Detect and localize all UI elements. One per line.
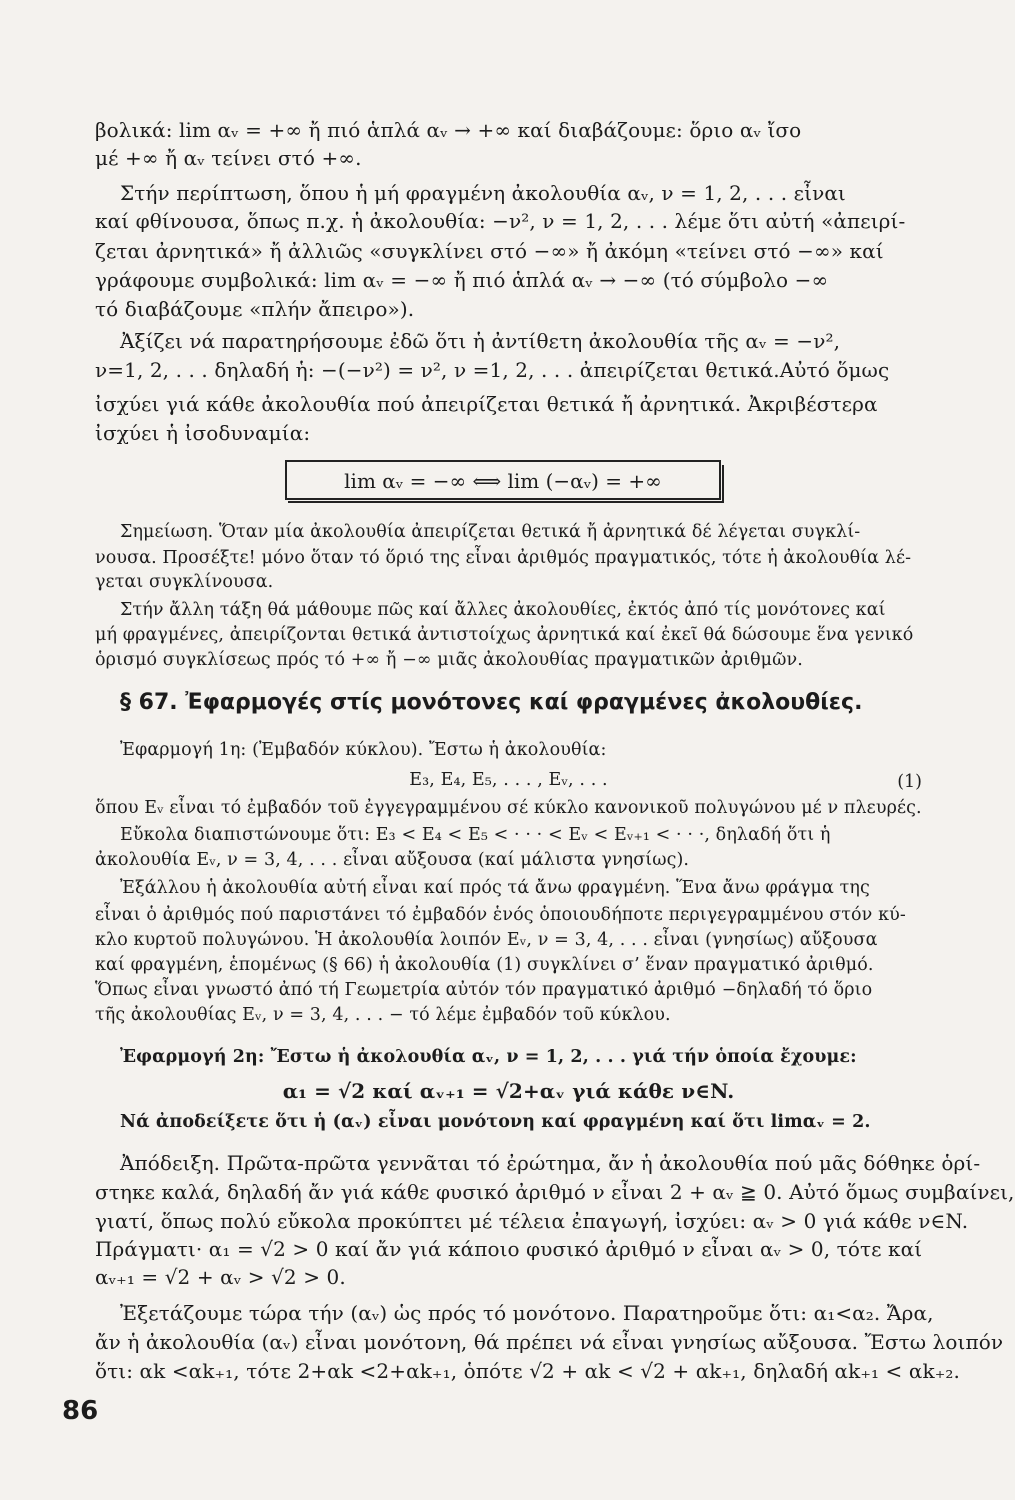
equation-number: (1) [897,772,922,792]
text-line: ἰσχύει γιά κάθε ἀκολουθία πού ἀπειρίζεται θετικά ἤ ἀρνητικά. Ἀκριβέστερα [95,392,878,416]
equivalence-formula: lim αᵥ = −∞ ⟺ lim (−αᵥ) = +∞ [344,469,662,493]
app1-line: ἀκολουθία Eᵥ, ν = 3, 4, . . . εἶναι αὔξουσα (καί μάλιστα γνησίως). [95,850,690,870]
app1-line: ὅπου Eᵥ εἶναι τό ἐμβαδόν τοῦ ἐγγεγραμμένου σέ κύκλο κανονικοῦ πολυγώνου μέ ν πλευρές. [95,798,922,818]
proof-line: Ἀπόδειξη. Πρῶτα-πρῶτα γεννᾶται τό ἐρώτημα, ἄν ἡ ἀκολουθία πού μᾶς δόθηκε ὁρί- [120,1151,981,1175]
application-1-title: Ἐφαρμογή 1η: (Ἐμβαδόν κύκλου). Ἔστω ἡ ἀκολουθία: [120,740,607,760]
text-line: ν=1, 2, . . . δηλαδή ἡ: −(−ν²) = ν², ν =1, 2, . . . ἀπειρίζεται θετικά.Αὐτό ὅμως [95,358,890,382]
application-2-task: Νά ἀποδείξετε ὅτι ἡ (αᵥ) εἶναι μονότονη καί φραγμένη καί ὅτι limαᵥ = 2. [120,1112,871,1132]
text-line: καί φθίνουσα, ὅπως π.χ. ἡ ἀκολουθία: −ν², ν = 1, 2, . . . λέμε ὅτι αὐτή «ἀπειρί- [95,209,906,233]
note-line: ὁρισμό συγκλίσεως πρός τό +∞ ἤ −∞ μιᾶς ἀκολουθίας πραγματικῶν ἀριθμῶν. [95,650,803,670]
note-line: νουσα. Προσέξτε! μόνο ὅταν τό ὅριό της εἶναι ἀριθμός πραγματικός, τότε ἡ ἀκολουθία λέ- [95,548,912,568]
app1-line: εἶναι ὁ ἀριθμός πού παριστάνει τό ἐμβαδόν ἑνός ὁποιουδήποτε περιγεγραμμένου στόν κύ- [95,905,906,925]
proof-line: Πράγματι· α₁ = √2 > 0 καί ἄν γιά κάποιο φυσικό ἀριθμό ν εἶναι αᵥ > 0, τότε καί [95,1237,923,1261]
proof-line: ἄν ἡ ἀκολουθία (αᵥ) εἶναι μονότονη, θά πρέπει νά εἶναι γνησίως αὔξουσα. Ἔστω λοιπόν [95,1330,1004,1354]
note-line: Στήν ἄλλη τάξη θά μάθουμε πῶς καί ἄλλες ἀκολουθίες, ἐκτός ἀπό τίς μονότονες καί [120,600,886,620]
equivalence-box [285,460,721,500]
text-line: βολικά: lim αᵥ = +∞ ἤ πιό ἁπλά αᵥ → +∞ καί διαβάζουμε: ὅριο αᵥ ἴσο [95,118,802,142]
note-line: Σημείωση. Ὅταν μία ἀκολουθία ἀπειρίζεται θετικά ἤ ἀρνητικά δέ λέγεται συγκλί- [120,522,861,542]
text-line: γράφουμε συμβολικά: lim αᵥ = −∞ ἤ πιό ἁπλά αᵥ → −∞ (τό σύμβολο −∞ [95,268,829,292]
text-line: ἰσχύει ἡ ἰσοδυναμία: [95,421,311,445]
proof-line: Ἐξετάζουμε τώρα τήν (αᵥ) ὡς πρός τό μονότονο. Παρατηροῦμε ὅτι: α₁<α₂. Ἄρα, [120,1301,934,1325]
text-line: μέ +∞ ἤ αᵥ τείνει στό +∞. [95,146,362,170]
note-line: μή φραγμένες, ἀπειρίζονται θετικά ἀντιστοίχως ἀρνητικά καί ἐκεῖ θά δώσουμε ἕνα γενικό [95,625,914,645]
text-line: Στήν περίπτωση, ὅπου ἡ μή φραγμένη ἀκολουθία αᵥ, ν = 1, 2, . . . εἶναι [120,181,846,205]
text-line: ζεται ἀρνητικά» ἤ ἀλλιῶς «συγκλίνει στό −∞» ἤ ἀκόμη «τείνει στό −∞» καί [95,239,884,263]
page-number: 86 [62,1396,99,1426]
note-line: γεται συγκλίνουσα. [95,572,274,592]
app1-line: Εὔκολα διαπιστώνουμε ὅτι: E₃ < E₄ < E₅ < · · · < Eᵥ < Eᵥ₊₁ < · · ·, δηλαδή ὅτι ἡ [120,825,831,845]
application-1-sequence: E₃, E₄, E₅, . . . , Eᵥ, . . . [409,770,608,790]
application-2-title: Ἐφαρμογή 2η: Ἔστω ἡ ἀκολουθία αᵥ, ν = 1, 2, . . . γιά τήν ὁποία ἔχουμε: [120,1047,857,1067]
app1-line: Ἐξάλλου ἡ ἀκολουθία αὐτή εἶναι καί πρός τά ἄνω φραγμένη. Ἕνα ἄνω φράγμα της [120,878,870,898]
app1-line: Ὅπως εἶναι γνωστό ἀπό τή Γεωμετρία αὐτόν τόν πραγματικό ἀριθμό −δηλαδή τό ὅριο [95,980,873,1000]
text-line: Ἀξίζει νά παρατηρήσουμε ἐδῶ ὅτι ἡ ἀντίθετη ἀκολουθία τῆς αᵥ = −ν², [120,329,841,353]
app1-line: κλο κυρτοῦ πολυγώνου. Ἡ ἀκολουθία λοιπόν Eᵥ, ν = 3, 4, . . . εἶναι (γνησίως) αὔξουσα [95,930,878,950]
app1-line: καί φραγμένη, ἑπομένως (§ 66) ἡ ἀκολουθία (1) συγκλίνει σ’ ἕναν πραγματικό ἀριθμό. [95,955,874,975]
app1-line: τῆς ἀκολουθίας Eᵥ, ν = 3, 4, . . . − τό λέμε ἐμβαδόν τοῦ κύκλου. [95,1005,671,1025]
text-line: τό διαβάζουμε «πλήν ἄπειρο»). [95,297,415,321]
application-2-formula: α₁ = √2 καί αᵥ₊₁ = √2+αᵥ γιά κάθε ν∈N. [282,1079,735,1103]
proof-line: στηκε καλά, δηλαδή ἄν γιά κάθε φυσικό ἀριθμό ν εἶναι 2 + αᵥ ≧ 0. Αὐτό ὅμως συμβαίνει, [95,1180,1015,1204]
section-heading: § 67. Ἐφαρμογές στίς μονότονες καί φραγμένες ἀκολουθίες. [120,690,863,715]
proof-line: ὅτι: αk <αk₊₁, τότε 2+αk <2+αk₊₁, ὁπότε √2 + αk < √2 + αk₊₁, δηλαδή αk₊₁ < αk₊₂. [95,1359,960,1383]
proof-line: γιατί, ὅπως πολύ εὔκολα προκύπτει μέ τέλεια ἐπαγωγή, ἰσχύει: αᵥ > 0 γιά κάθε ν∈N. [95,1209,969,1233]
proof-line: αᵥ₊₁ = √2 + αᵥ > √2 > 0. [95,1265,346,1289]
